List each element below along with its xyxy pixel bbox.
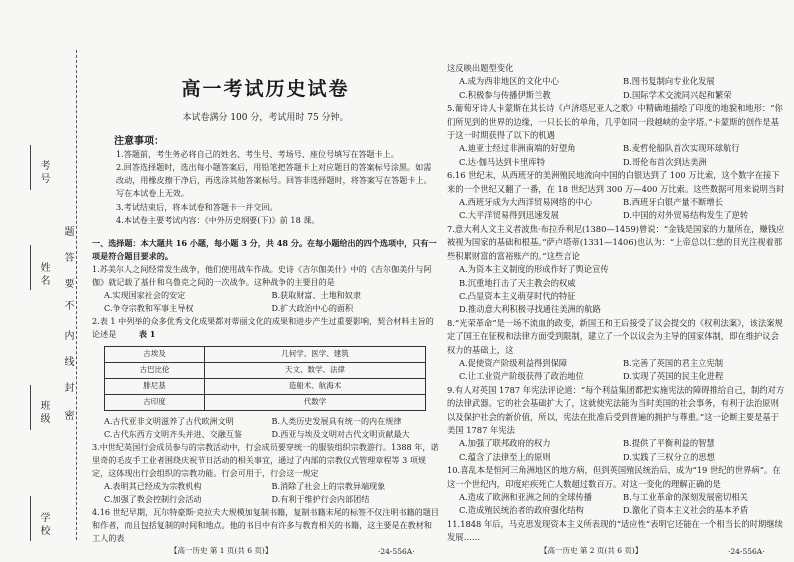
- option-d: D.国际学术交流同兴起和繁荣: [623, 89, 732, 100]
- footer-code-left: ·24-556A·: [378, 547, 415, 556]
- table-row: [105, 362, 426, 378]
- exam-number-label: 考号: [40, 161, 52, 185]
- question-11: 11.1848 年后，马克思发现资本主义所表现的“适应性”表明它还能在一个相当长的时期继续发展……: [447, 518, 783, 543]
- option-a: A.实现国家社会的安定: [104, 290, 186, 301]
- left-column: [92, 0, 439, 545]
- table-cell: 代数学: [205, 394, 426, 410]
- right-column: [447, 0, 787, 545]
- option-c: C.蕴含了法律至上的原则: [459, 451, 551, 462]
- table-cell: 古印度: [105, 394, 205, 410]
- option-c: C.造成殖民统治者的政府强化结构: [459, 505, 584, 516]
- question-4-options: [447, 75, 787, 102]
- question-2-text: 2.表 1 中列举的众多优秀文化成果都对蒂丽文化的成果和进步产生过重要影响，契合材料主旨的论述是: [92, 316, 434, 340]
- table-cell: 天文、数学、法律: [205, 362, 426, 378]
- option-b: B.图书复制向专业化发展: [623, 76, 715, 87]
- option-b: B.人类历史发展具有统一的内在规律: [271, 415, 402, 426]
- table-cell: 古巴比伦: [105, 362, 205, 378]
- question-9-options: [447, 437, 787, 464]
- option-a: A.造成了欧洲和亚洲之间的全球传播: [459, 492, 593, 502]
- option-c: C.加强了教会控制行会活动: [104, 494, 202, 505]
- seal-line: [76, 50, 77, 540]
- question-4: 4.16 世纪早期，瓦尔特豪斯·克拉夫大规模加复制书籍，复制书籍末尾的标签不仅注明书籍的题目和作者，而且包括复制的时间和地点。他的书目中有许多与教育相关的书籍，这主要是在教材和工人的表: [92, 507, 439, 544]
- question-1: 1.苏美尔人之间经常发生战争，他们使用战车作战。史诗《吉尔伽美什》中的《吉尔伽美什与阿伽》就记载了基什和乌鲁克之间的一次战争。这种战争的主要目的是: [92, 263, 432, 288]
- option-d: D.实践了三权分立的思想: [623, 451, 715, 462]
- question-8-options: [447, 357, 787, 384]
- option-c: C.古代东西方文明齐头并进、交融互鉴: [104, 428, 242, 439]
- option-d: D.扩大政治中心的面积: [271, 303, 354, 314]
- question-10-options: [447, 491, 787, 518]
- question-6-options: [447, 196, 787, 223]
- question-6: 6.16 世纪末，从西班牙的美洲殖民地流向中国的白银达到了 100 万比索，这个数字在接下来的一个世纪又翻了一番，在 18 世纪达到 300 万—400 万比索。这些数据可用来说明当时: [447, 170, 785, 194]
- question-5-options: [447, 142, 787, 169]
- option-a: A.为资本主义制度的形成作好了舆论宣传: [459, 264, 609, 275]
- exam-title: 高一考试历史试卷: [181, 78, 350, 100]
- option-d: D.实现了英国的民主化进程: [623, 371, 724, 382]
- table-cell: 几何学、医学、建筑: [205, 346, 426, 362]
- question-7: 7.意大利人文主义者波焦·布拉乔利尼(1380—1459)曾说：“金钱是国家的力量所在，赚钱应被视为国家的基础和根基。”萨卢塔蒂(1331—1406)也认为：“上帝总以仁慈的目光注视着那些积累财富的富裕账产的。”这些言论: [447, 223, 785, 261]
- binding-margin: [0, 0, 88, 562]
- option-a: A.古代亚非文明滋养了古代欧洲文明: [104, 415, 234, 426]
- note-item: 2.回答选择题时，选出每小题答案后，用铅笔把答题卡上对应题目的答案标号涂黑。如需改动，用橡皮擦干净后，再选涂其他答案标号。回答非选择题时，将答案写在答题卡上。写在本试卷上无效。: [116, 162, 432, 199]
- option-a: A.迪亚士经过非洲南端的好望角: [459, 143, 576, 154]
- question-7-options: [447, 263, 787, 317]
- seal-word: 线: [64, 357, 76, 368]
- option-b: B.完善了英国的君主立宪制: [623, 357, 724, 368]
- option-c: C.达·伽马达到卡里库特: [459, 156, 545, 167]
- option-b: B.西班牙白银产量不断增长: [623, 197, 724, 208]
- option-b: B.消除了社会上的宗教异端现象: [271, 480, 386, 491]
- option-c: C.积极参与传播伊斯兰教: [459, 89, 551, 100]
- option-a: A.加强了联邦政府的权力: [459, 438, 551, 449]
- table-row: [105, 378, 426, 394]
- note-item: 3.考试结束后，将本试卷和答题卡一并交回。: [116, 201, 278, 212]
- option-b: B.与工业革命的深刻发展密切相关: [623, 492, 748, 502]
- option-a: A.成为西非地区的文化中心: [459, 76, 559, 87]
- exam-number-field: [30, 145, 32, 190]
- option-a: A.西班牙成为大西洋贸易网络的中心: [459, 197, 593, 208]
- table-row: [105, 394, 426, 410]
- note-item: 1.答题前，考生务必将自己的姓名、考生号、考场号、座位号填写在答题卡上。: [116, 149, 399, 160]
- class-field: [30, 385, 32, 430]
- question-1-options: [92, 289, 439, 315]
- question-3: 3.中世纪英国行会成员参与的宗教活动中，行会成员要穿统一的服装组织宗教游行。1388 年，诺里奇的毛皮手工业者围绕庆祝节日活动的相关事宜，通过了内部的宗教仪式管理章程等 3 项规定，这体现出行会组织的宗教功能。行会可用于，行会这一规定: [92, 441, 439, 478]
- seal-word: 不: [64, 301, 76, 312]
- option-a: A.促使资产阶级利益得到保障: [459, 357, 568, 368]
- section-heading: 一、选择题：本大题共 16 小题，每小题 3 分，共 48 分。在每小题给出的四个选项中，只有一项是符合题目要求的。: [92, 237, 437, 261]
- seal-word: 答: [64, 253, 76, 264]
- option-a: A.表明其已经成为宗教机构: [104, 480, 202, 491]
- question-5: 5.葡萄牙诗人卡蒙斯在其长诗《卢济塔尼亚人之歌》中精确地描绘了印度的地貌和地形：“你们所见到的世界的边缘，一只长长的单角，几乎如同一段越峡的金字塔。”卡蒙斯的创作是基于这一时期获得了以下的机遇: [447, 103, 783, 141]
- data-table: [104, 346, 426, 411]
- note-item: 4.本试卷主要考试内容：《中外历史纲要(下)》前 18 课。: [116, 214, 320, 225]
- option-c: C.大平洋贸易得到迅速发展: [459, 210, 559, 221]
- class-label: 班级: [40, 401, 52, 425]
- table-cell: 造船术、航海术: [205, 378, 426, 394]
- school-label: 学校: [40, 513, 52, 537]
- seal-word: 内: [64, 331, 76, 342]
- table-label: 表 1: [138, 329, 156, 340]
- option-d: D.推动意大利积极寻找通往美洲的航路: [459, 304, 601, 315]
- option-b: B.沉重地打击了天主教会的权威: [459, 277, 576, 288]
- table-row: [105, 346, 426, 362]
- notes-heading: 注意事项：: [114, 136, 164, 148]
- question-2-options: [92, 415, 439, 441]
- question-10: 10.喜乱本是恒河三角洲地区的地方病，但到英国殖民统治后，成为“19 世纪的世界病”。在这一个世纪内，印度疟疾死亡人数超过数百万。对这一变化的理解正确的是: [447, 465, 781, 489]
- exam-meta: 本试卷满分 100 分，考试用时 75 分钟。: [182, 113, 349, 123]
- option-b: B.提供了平衡利益的智慧: [623, 438, 715, 449]
- option-b: B.麦哲伦船队首次实现环球航行: [623, 143, 740, 154]
- question-2: [92, 315, 439, 341]
- option-d: D.中国的对外贸易结构发生了逆转: [623, 210, 749, 221]
- option-c: C.让工业资产阶级获得了政治地位: [459, 371, 584, 382]
- seal-word: 要: [64, 279, 76, 290]
- name-label: 姓名: [40, 263, 52, 287]
- option-c: C.争夺宗教和军事主导权: [104, 303, 194, 314]
- page-footer-left: 【高一历史 第 1 页(共 6 页)】: [170, 546, 273, 555]
- option-d: D.哥伦布首次到达美洲: [623, 156, 707, 167]
- seal-word: 密: [64, 411, 76, 422]
- page-footer-right: 【高一历史 第 2 页(共 6 页)】: [540, 546, 643, 555]
- seal-word: 封: [64, 383, 76, 394]
- option-d: D.西亚与埃及文明对古代文明贡献最大: [271, 428, 410, 439]
- table-cell: 腓尼基: [105, 378, 205, 394]
- seal-word: 题: [64, 227, 76, 238]
- question-8: 8.“光荣革命”是一场不流血的政变，新国王和王后接受了议会提交的《权利法案》，该法案规定了国王在征税和法律方面受到限制，建立了一个以议会为主导的国家体制，即在维护议会权力的基础上，这: [447, 317, 783, 355]
- question-4-lead: 这反映出题型变化: [447, 63, 514, 73]
- question-9: 9.有人对英国 1787 年宪法评论道：“每个利益集团都把实施宪法的障碍推给自己，制约对方的法律武器。它的社会基础扩大了，这就使宪法能为当时美国的社会事务，有利于法治原则以及保护社会的新价值，所以，宪法在批准后受到普遍的拥护与尊重。”这一论断主要是基于美国 1787 年宪法: [447, 384, 785, 435]
- school-field: [30, 496, 32, 541]
- name-field: [30, 245, 32, 290]
- option-b: B.获取财富、土地和奴隶: [271, 290, 361, 301]
- option-d: D.激化了资本主义社会的基本矛盾: [623, 505, 749, 516]
- option-c: C.凸显资本主义萌芽时代的特征: [459, 290, 576, 301]
- option-d: D.有利于维护行会内部团结: [271, 494, 370, 505]
- question-3-options: [92, 480, 439, 506]
- table-cell: 古埃及: [105, 346, 205, 362]
- footer-code-right: ·24-556A·: [728, 547, 765, 556]
